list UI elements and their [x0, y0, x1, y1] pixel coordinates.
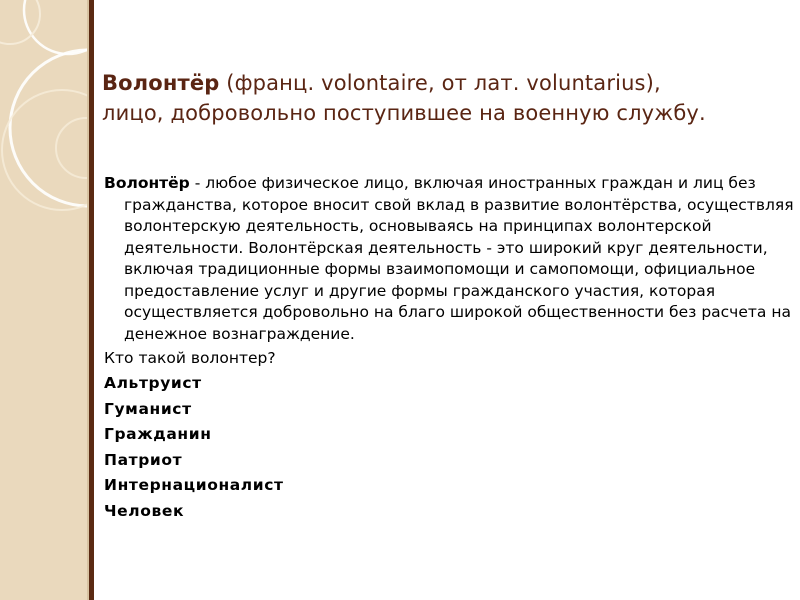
- answer-item: Гуманист: [104, 399, 192, 418]
- decorative-side-panel: [0, 0, 87, 600]
- question-text: Кто такой волонтер?: [104, 349, 276, 367]
- slide-body: [104, 173, 794, 525]
- answer-item: Гражданин: [104, 425, 212, 444]
- title-line-2: лицо, добровольно поступившее на военную службу.: [102, 101, 706, 125]
- title-term: Волонтёр: [102, 71, 220, 95]
- definition-term: Волонтёр: [104, 174, 190, 192]
- definition-text: - любое физическое лицо, включая иностранных граждан и лиц без гражданства, которое вносит свой вклад в развитие волонтёрства, осуществляя волонтерскую деятельность, основываясь на принципах волонтерской деятельности. Волонтёрская деятельность - это широкий круг деятельности, включая традиционные формы взаимопомощи и самопомощи, официальное предоставление услуг и другие формы гражданского участия, которая осуществляется добровольно на благо широкой общественности без расчета на денежное вознаграждение.: [124, 174, 794, 343]
- slide-title: [102, 68, 782, 128]
- decorative-circles: [0, 0, 87, 600]
- definition-paragraph: [104, 173, 794, 345]
- title-line-1: [102, 68, 782, 98]
- side-divider: [89, 0, 94, 600]
- title-rest-line-1: (франц. volontaire, от лат. voluntarius),: [219, 71, 661, 95]
- answer-item: Альтруист: [104, 374, 202, 392]
- answer-item: Патриот: [104, 450, 183, 469]
- answer-item: Интернационалист: [104, 476, 284, 495]
- answer-item: Человек: [104, 501, 185, 520]
